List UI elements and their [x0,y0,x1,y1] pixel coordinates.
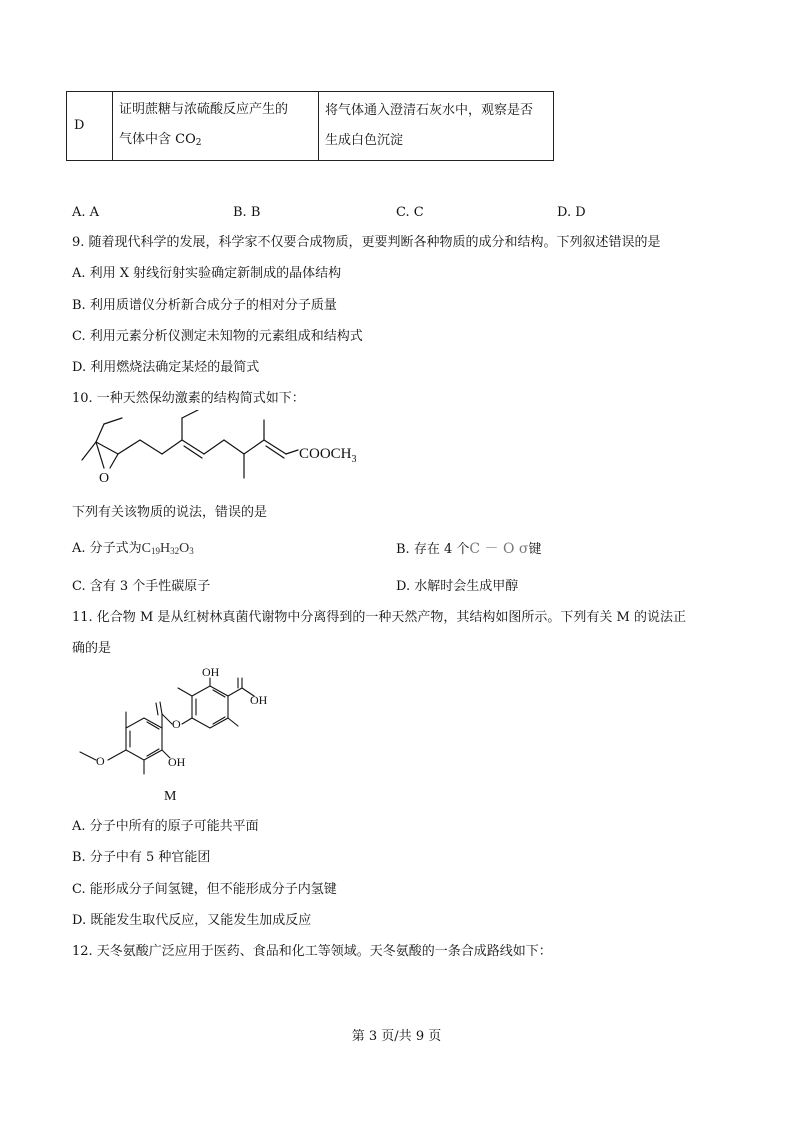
purpose-subscript: 2 [195,137,202,148]
q10-option-d[interactable]: D. 水解时会生成甲醇 [396,579,519,594]
q9-option-d[interactable]: D. 利用燃烧法确定某烃的最简式 [72,360,260,375]
q9-option-c[interactable]: C. 利用元素分析仪测定未知物的元素组成和结构式 [72,329,363,344]
q9-stem: 9. 随着现代科学的发展，科学家不仅要合成物质，更要判断各种物质的成分和结构。下列叙述错误的是 [72,235,661,250]
q8-choice-c[interactable]: C. C [396,205,424,220]
q8-choice-a[interactable]: A. A [72,205,100,220]
compound-m-structure [72,662,292,812]
q10-stem: 10. 一种天然保幼激素的结构简式如下： [72,391,305,406]
purpose-line-1: 证明蔗糖与浓硫酸反应产生的 [119,101,289,117]
q10-option-a-prefix: A. 分子式为 [72,541,142,556]
ester-group-subscript: 3 [351,454,357,465]
molecular-formula [142,541,194,556]
page-footer: 第 3 页/共 9 页 [351,1029,442,1044]
formula-h: H [160,541,171,556]
ester-group-text: COOCH [299,446,352,462]
oh-bottom-label: OH [168,755,186,769]
ester-group-label [299,446,357,465]
experiment-table [66,91,554,161]
q8-choice-d[interactable]: D. D [557,205,586,220]
oh-acid-label: OH [250,693,268,707]
epoxide-oxygen-label: O [99,471,110,486]
ester-oxygen-label: O [172,717,181,731]
formula-c: C [141,541,151,556]
c-o-sigma-bond: C － O σ [469,541,529,557]
q11-stem-line-1: 11. 化合物 M 是从红树林真菌代谢物中分离得到的一种天然产物，其结构如图所示。下列有关 M 的说法正 [72,610,686,625]
table-row [67,92,554,161]
oh-top-label: OH [202,665,220,679]
q10-prompt: 下列有关该物质的说法，错误的是 [72,505,268,520]
q10-option-b-prefix: B. 存在 4 个 [396,542,470,557]
methoxy-oxygen-label: O [96,754,105,768]
table-cell-option [67,92,113,161]
q10-option-c[interactable]: C. 含有 3 个手性碳原子 [72,579,211,594]
formula-c-sub: 19 [151,546,160,556]
q8-choice-b[interactable]: B. B [233,205,261,220]
method-line-2: 生成白色沉淀 [325,133,404,148]
purpose-line-2-text: 气体中含 CO [119,131,196,147]
q11-option-b[interactable]: B. 分子中有 5 种官能团 [72,850,211,865]
option-label: D [74,118,85,133]
method-line-1: 将气体通入澄清石灰水中，观察是否 [325,103,534,118]
q10-option-a[interactable] [72,542,194,556]
q10-option-b[interactable] [396,542,541,556]
formula-h-sub: 32 [170,546,180,556]
table-cell-method [319,92,554,161]
q12-stem: 12. 天冬氨酸广泛应用于医药、食品和化工等领域。天冬氨酸的一条合成路线如下： [72,944,552,959]
q11-option-c[interactable]: C. 能形成分子间氢键，但不能形成分子内氢键 [72,882,337,897]
q11-stem-line-2: 确的是 [72,641,112,656]
q9-option-b[interactable]: B. 利用质谱仪分析新合成分子的相对分子质量 [72,298,337,313]
compound-label: M [164,789,177,804]
q9-option-a[interactable]: A. 利用 X 射线衍射实验确定新制成的晶体结构 [72,266,342,281]
formula-o: O [179,541,190,556]
juvenile-hormone-structure [70,410,390,500]
q11-option-d[interactable]: D. 既能发生取代反应，又能发生加成反应 [72,913,312,928]
formula-o-sub: 3 [189,546,194,556]
table-cell-purpose [113,92,319,161]
q10-option-b-suffix: 键 [528,542,542,557]
purpose-line-2 [113,125,318,158]
q11-option-a[interactable]: A. 分子中所有的原子可能共平面 [72,819,259,834]
